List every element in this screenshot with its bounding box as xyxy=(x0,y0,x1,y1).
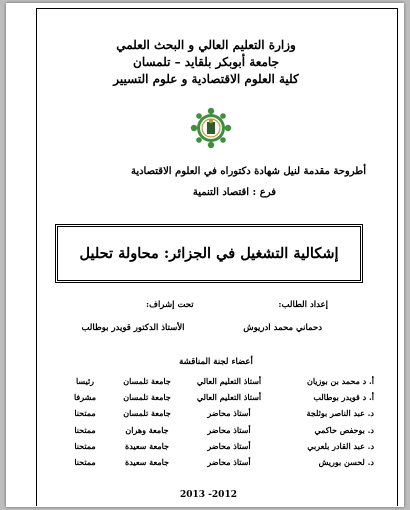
ministry-name: وزارة التعليم العالي و البحث العلمي xyxy=(116,38,296,52)
member-university: جامعة تلمسان xyxy=(123,408,171,419)
page-border-right xyxy=(397,8,398,506)
member-name: د. بوحفص حاكمي xyxy=(314,424,374,435)
member-role: ممتحنا xyxy=(74,408,96,419)
member-name: د. عبد الناصر بوثلجة xyxy=(306,408,374,419)
committee-row xyxy=(64,392,374,408)
prepared-by-label: إعداد الطالب: xyxy=(278,300,328,310)
document-page xyxy=(6,3,404,507)
page-border-top xyxy=(36,8,398,9)
member-university: جامعة سعيدة xyxy=(125,440,169,451)
member-rank: أستاذ محاضر xyxy=(207,456,251,467)
member-name: د. لحسن بوريش xyxy=(318,456,374,467)
supervised-by-label: تحت إشراف: xyxy=(146,300,194,310)
committee-row xyxy=(64,457,374,473)
member-role: ممتحنا xyxy=(74,440,96,451)
member-role: ممتحنا xyxy=(74,456,96,467)
member-university: جامعة تلمسان xyxy=(123,392,171,403)
member-rank: أستاذ محاضر xyxy=(207,408,251,419)
thesis-title-box xyxy=(55,224,363,283)
member-university: جامعة وهران xyxy=(125,424,169,435)
thesis-statement: أطروحة مقدمة لنيل شهادة دكتوراه في العلوم الاقتصادية xyxy=(130,166,366,177)
page-border-left xyxy=(36,8,37,506)
institution-header xyxy=(46,37,366,88)
committee-table xyxy=(64,376,374,473)
member-name: أ. د محمد بن بوزيان xyxy=(306,376,374,386)
supervisor-name: الأستاذ الدكتور قويدر بوطالب xyxy=(81,323,185,333)
member-name: أ. د قويدر بوطالب xyxy=(313,392,374,403)
committee-row xyxy=(64,441,374,457)
student-name: دحماني محمد ادريوش xyxy=(243,323,322,333)
thesis-title: إشكالية التشغيل في الجزائر: محاولة تحليل xyxy=(79,245,339,262)
member-role: ممتحنا xyxy=(74,424,96,435)
academic-year: 2013 -2012 xyxy=(180,490,237,500)
member-role: رئيسا xyxy=(75,376,95,386)
university-seal-icon xyxy=(190,107,232,149)
member-name: د. عبد القادر بلعربي xyxy=(307,440,374,451)
member-role: مشرفا xyxy=(73,392,97,403)
committee-row xyxy=(64,408,374,424)
member-university: جامعة تلمسان xyxy=(123,376,171,386)
faculty-name: كلية العلوم الاقتصادية و علوم التسيير xyxy=(113,72,299,86)
member-rank: أستاذ محاضر xyxy=(207,424,251,435)
committee-heading: أعضاء لجنة المناقشة xyxy=(179,357,253,367)
university-name: جامعة أبوبكر بلقايد – تلمسان xyxy=(133,55,279,69)
specialization-branch: فرع : اقتصاد التنمية xyxy=(192,187,276,198)
member-rank: أستاذ التعليم العالي xyxy=(196,392,262,403)
member-rank: أستاذ التعليم العالي xyxy=(196,376,262,386)
committee-row xyxy=(64,425,374,441)
committee-row xyxy=(64,376,374,392)
member-university: جامعة سعيدة xyxy=(125,456,169,467)
member-rank: أستاذ محاضر xyxy=(207,440,251,451)
